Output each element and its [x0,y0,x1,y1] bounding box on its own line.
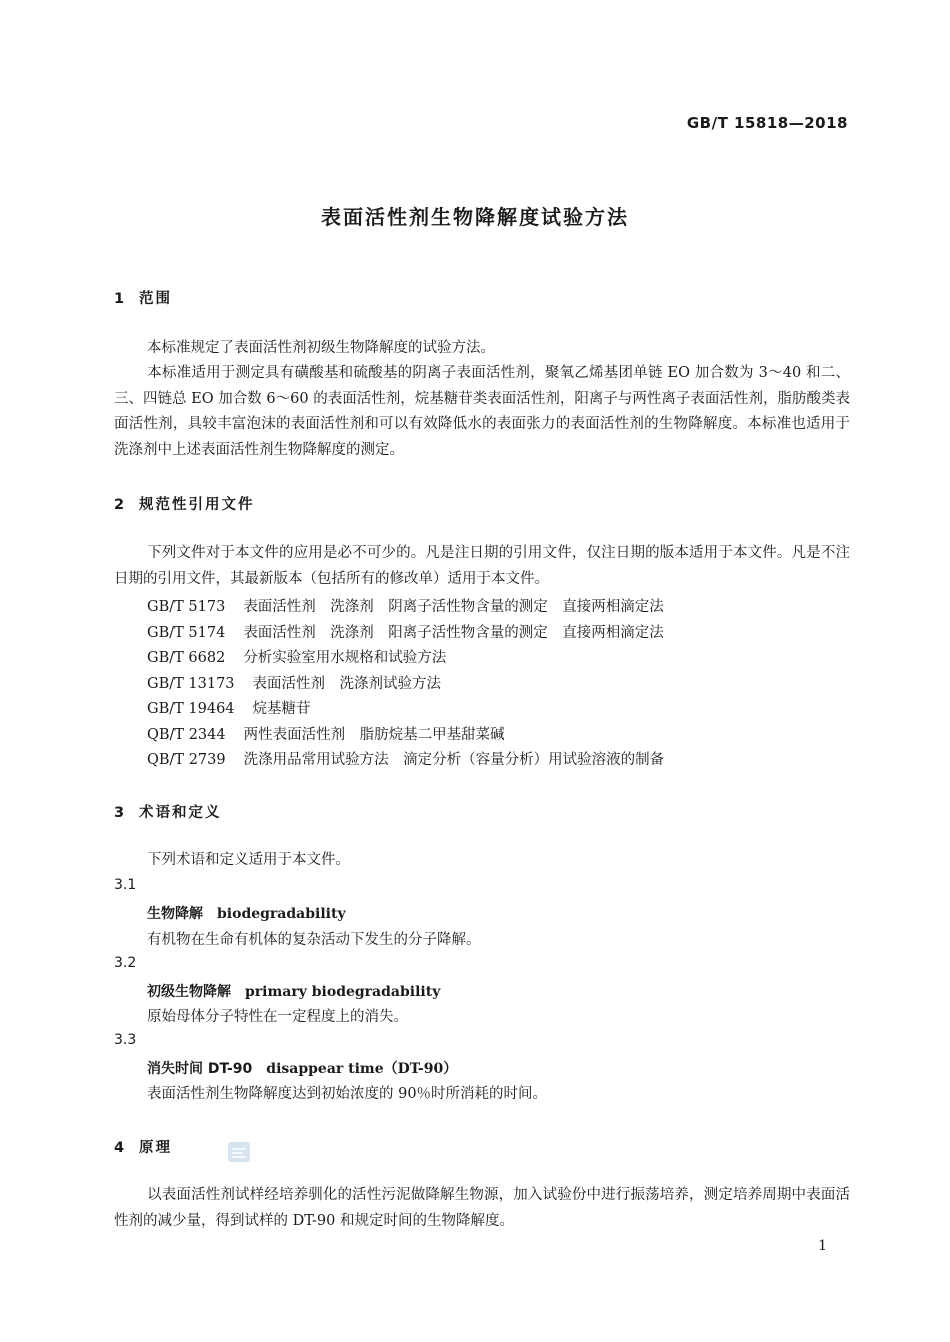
reference-code: GB/T 19464 [147,701,235,717]
term-definition: 表面活性剂生物降解度达到初始浓度的 90％时所消耗的时间。 [147,1086,548,1102]
section-3-heading [114,801,222,822]
term-definition: 有机物在生命有机体的复杂活动下发生的分子降解。 [147,932,481,948]
term-zh: 消失时间 DT-90 [147,1061,253,1077]
term-zh: 初级生物降解 [147,984,231,1000]
term-number: 3.2 [114,955,137,971]
section-number: 3 [114,805,125,821]
reference-item [147,672,441,693]
reference-code: GB/T 5174 [147,625,226,641]
section-number: 1 [114,291,125,307]
reference-title: 分析实验室用水规格和试验方法 [243,650,447,666]
standard-number: GB/T 15818—2018 [686,114,848,132]
page-number: 1 [818,1238,827,1254]
paragraph: 以表面活性剂试样经培养驯化的活性污泥做降解生物源，加入试验份中进行振荡培养，测定培养周期中表面活性剂的减少量，得到试样的 DT-90 和规定时间的生物降解度。 [114,1187,850,1229]
section-title: 原理 [139,1140,172,1156]
term-number: 3.1 [114,877,137,893]
section-title: 范围 [139,291,172,307]
reference-title: 两性表面活性剂 脂肪烷基二甲基甜菜碱 [243,727,505,743]
term-en: biodegradability [217,906,346,922]
paragraph: 本标准规定了表面活性剂初级生物降解度的试验方法。 [147,340,495,356]
term-definition: 原始母体分子特性在一定程度上的消失。 [147,1009,408,1025]
reference-title: 烷基糖苷 [252,701,311,717]
section-1-heading [114,287,172,308]
term-en: primary biodegradability [245,984,441,1000]
term-en: disappear time（DT-90） [266,1061,458,1077]
watermark-logo-icon [227,1141,251,1163]
term-zh: 生物降解 [147,906,203,922]
section-title: 规范性引用文件 [139,497,255,513]
reference-title: 表面活性剂 洗涤剂试验方法 [252,676,442,692]
reference-title: 表面活性剂 洗涤剂 阳离子活性物含量的测定 直接两相滴定法 [243,625,664,641]
document-title: 表面活性剂生物降解度试验方法 [321,205,629,229]
term-entry [147,981,440,1001]
section-number: 2 [114,497,125,513]
paragraph: 下列术语和定义适用于本文件。 [147,852,350,868]
reference-title: 洗涤用品常用试验方法 滴定分析（容量分析）用试验溶液的制备 [243,752,665,768]
section-number: 4 [114,1140,125,1156]
reference-code: GB/T 13173 [147,676,235,692]
term-entry [147,903,346,923]
reference-title: 表面活性剂 洗涤剂 阴离子活性物含量的测定 直接两相滴定法 [243,599,664,615]
section-title: 术语和定义 [139,805,222,821]
term-number: 3.3 [114,1032,137,1048]
reference-item [147,595,664,616]
section-2-heading [114,493,255,514]
reference-item [147,621,664,642]
reference-item [147,723,505,744]
section-4-heading [114,1136,172,1157]
paragraph: 本标准适用于测定具有磺酸基和硫酸基的阴离子表面活性剂，聚氧乙烯基团单链 EO 加合数为 3～40 和二、三、四链总 EO 加合数 6～60 的表面活性剂，烷基糖苷类表面活性剂，阳离子与两性离子表面活性剂，脂肪酸类表面活性剂，具较丰富泡沫的表面活性剂和可以有效降低水的表面张力的表面活性剂的生物降解度。本标准也适用于洗涤剂中上述表面活性剂生物降解度的测定。 [114,365,850,458]
reference-code: GB/T 5173 [147,599,226,615]
reference-item [147,748,664,769]
reference-code: QB/T 2344 [147,727,226,743]
reference-code: GB/T 6682 [147,650,226,666]
reference-code: QB/T 2739 [147,752,226,768]
reference-item [147,646,446,667]
paragraph: 下列文件对于本文件的应用是必不可少的。凡是注日期的引用文件，仅注日期的版本适用于本文件。凡是不注日期的引用文件，其最新版本（包括所有的修改单）适用于本文件。 [114,545,850,587]
term-entry [147,1058,457,1078]
reference-item [147,697,311,718]
